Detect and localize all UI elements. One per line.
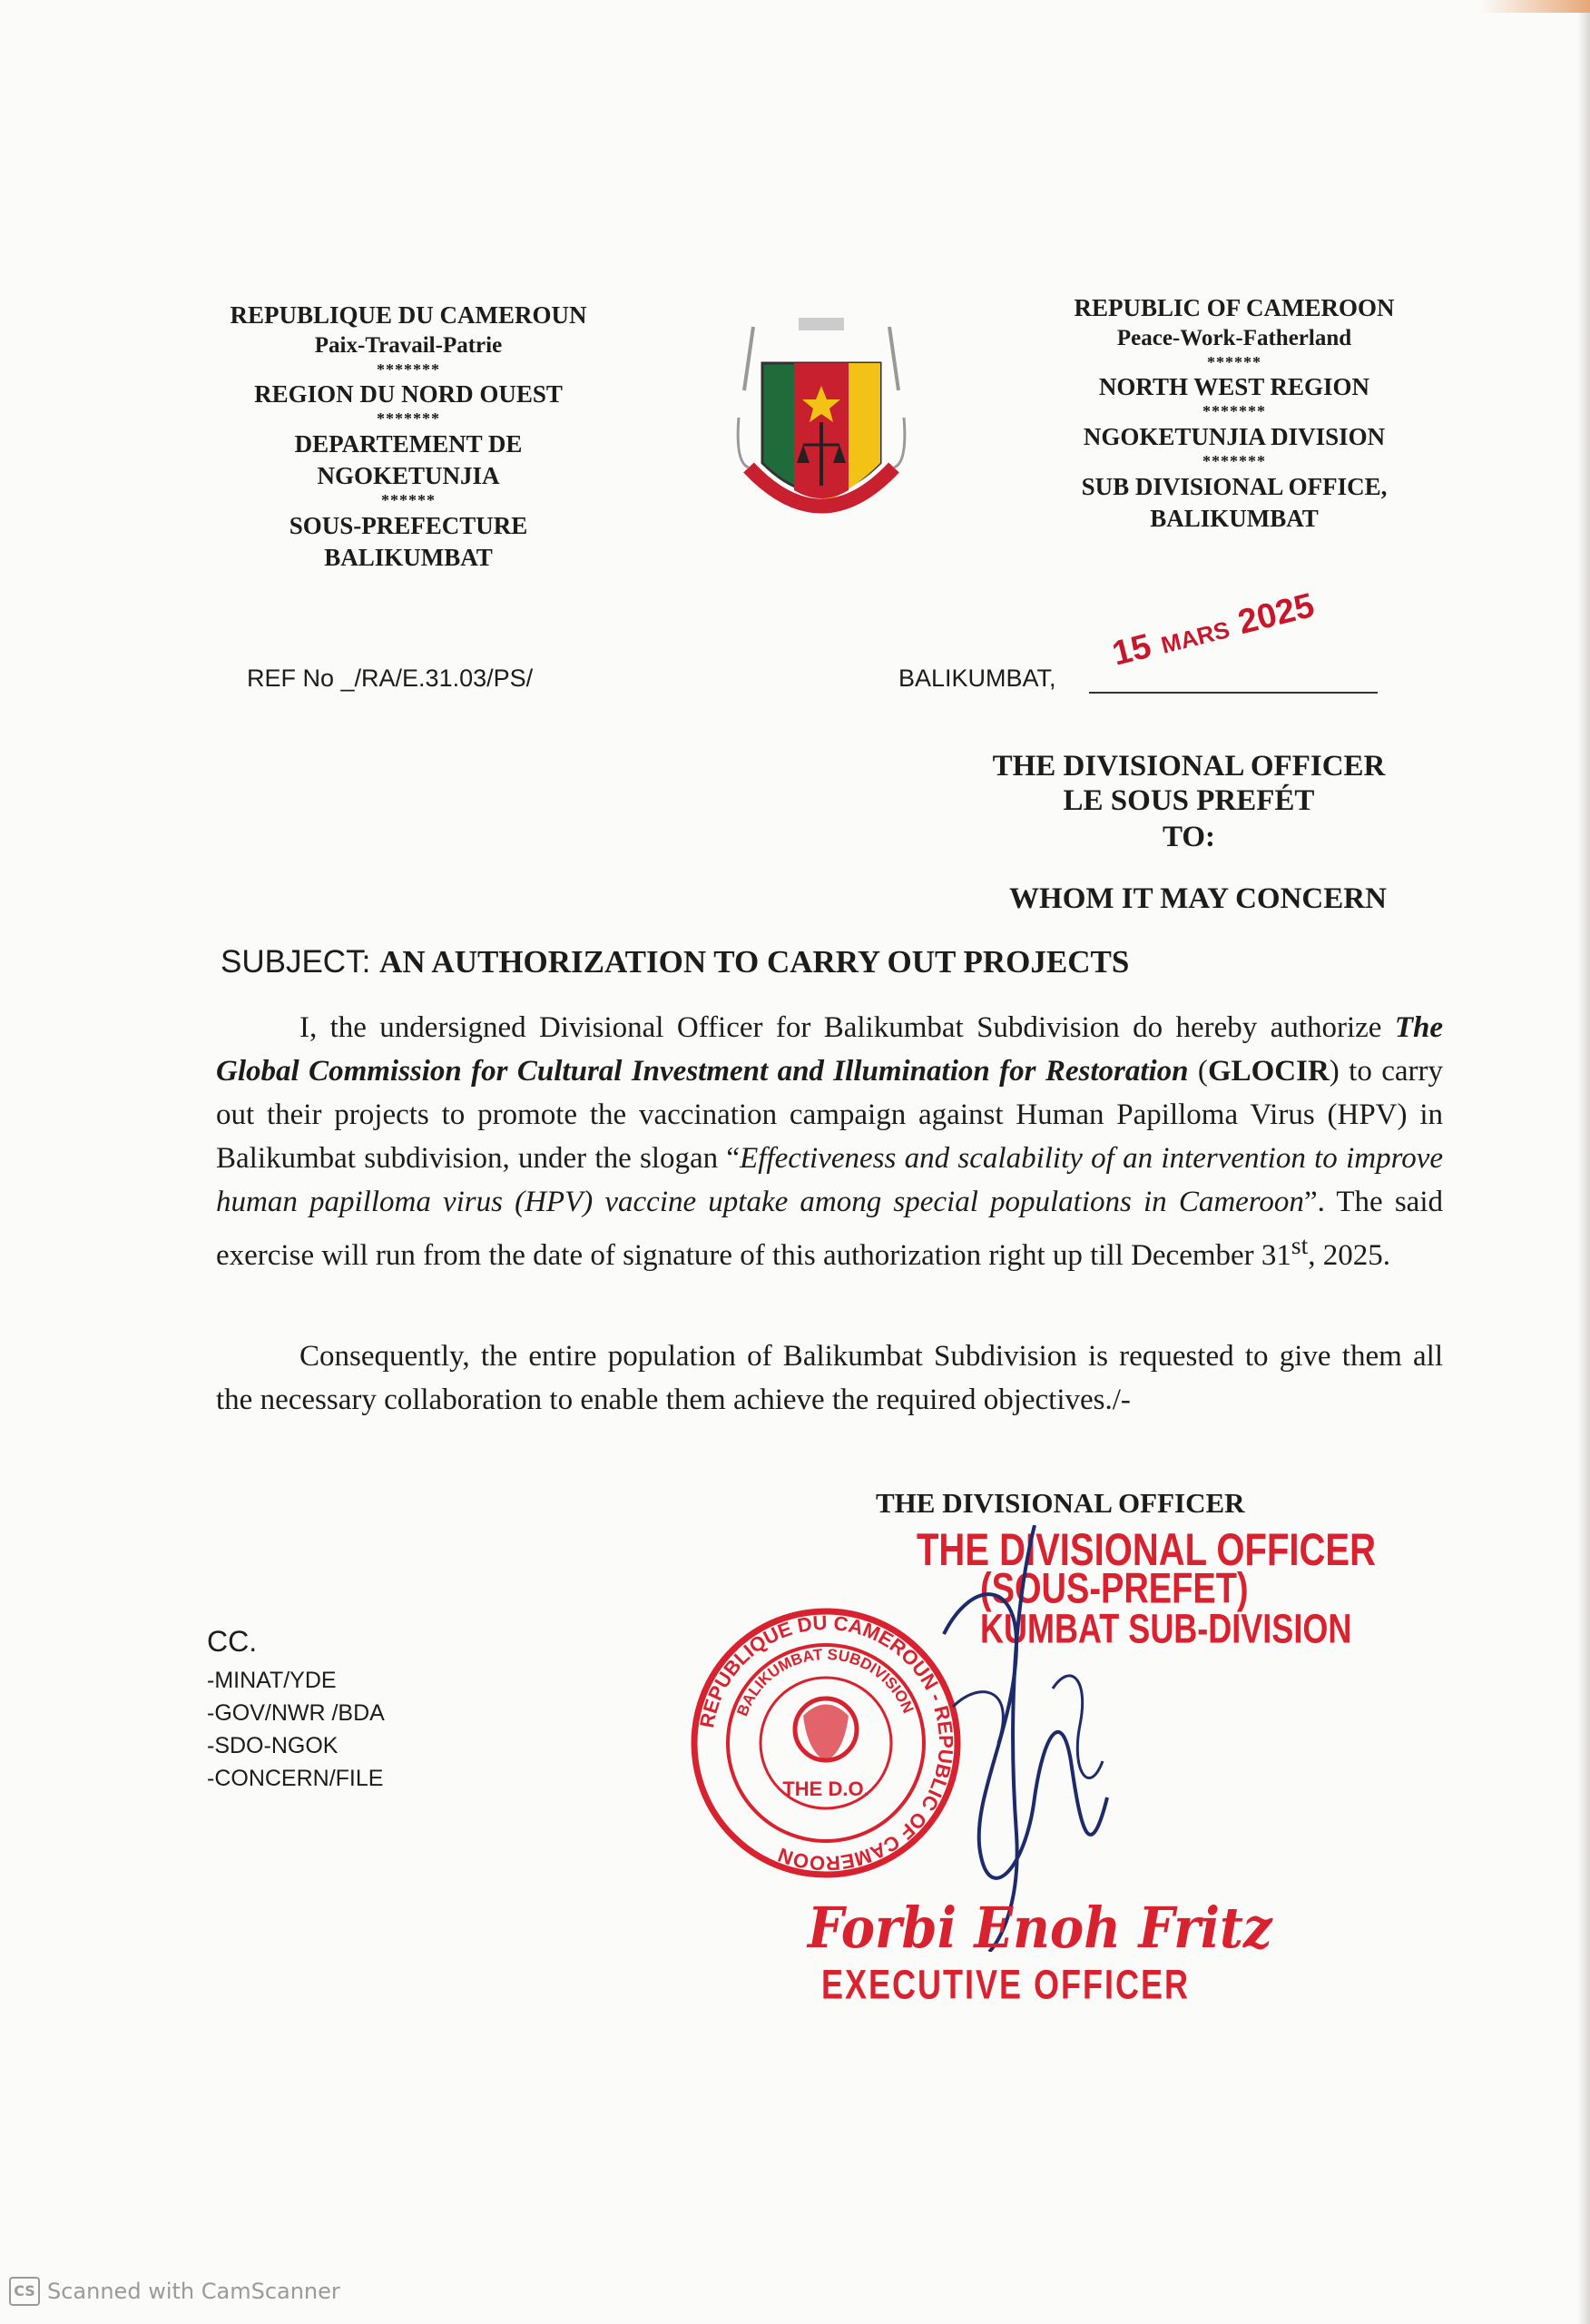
handwritten-signature — [744, 1525, 1252, 1952]
organization-acronym: GLOCIR — [1207, 1055, 1330, 1088]
ordinal-suffix: st — [1291, 1231, 1309, 1259]
seal-center-text: THE D.O. — [782, 1777, 869, 1800]
body-text: I, the undersigned Divisional Officer for Balikumbat Subdivision do hereby authorize — [299, 1011, 1395, 1044]
sender-title-english: THE DIVISIONAL OFFICER — [992, 750, 1386, 783]
scanner-watermark-text: Scanned with CamScanner — [47, 2279, 340, 2304]
header-left-separator: ******* — [377, 409, 440, 428]
body-paragraph-1 — [216, 1006, 1443, 1277]
body-text: , 2025. — [1308, 1239, 1390, 1272]
camscanner-icon: CS — [9, 2277, 40, 2306]
header-left-subprefecture: SOUS-PREFECTURE — [289, 512, 528, 540]
recipient: WHOM IT MAY CONCERN — [1009, 882, 1387, 915]
header-left-french — [182, 300, 635, 574]
copy-list-item: -CONCERN/FILE — [207, 1766, 384, 1791]
organization-name: The Global Commission for Cultural Investment and Illumination for Restoration — [216, 1011, 1443, 1088]
date-stamp — [1109, 564, 1415, 698]
copy-list-item: -SDO-NGOK — [207, 1733, 339, 1758]
subject-line — [221, 944, 1129, 980]
header-right-motto: Peace-Work-Fatherland — [1116, 326, 1352, 351]
header-left-separator: ******* — [377, 359, 440, 379]
header-left-motto: Paix-Travail-Patrie — [314, 333, 503, 359]
body-text: ( — [1188, 1055, 1208, 1088]
signatory-role: EXECUTIVE OFFICER — [821, 1961, 1191, 2008]
signatory-name: Forbi Enoh Fritz — [808, 1896, 1272, 1962]
header-right-separator: ******* — [1202, 452, 1266, 471]
reference-number: REF No _/RA/E.31.03/PS/ — [247, 665, 534, 692]
signatory-title: THE DIVISIONAL OFFICER — [876, 1487, 1245, 1519]
header-left-republic: REPUBLIQUE DU CAMEROUN — [230, 301, 587, 329]
header-left-department: DEPARTEMENT DE — [294, 430, 523, 458]
date-stamp-year: 2025 — [1234, 586, 1319, 643]
header-right-separator: ******* — [1202, 402, 1266, 421]
seal-inner-text: BALIKUMBAT SUBDIVISION — [733, 1645, 918, 1718]
header-left-region: REGION DU NORD OUEST — [254, 380, 563, 409]
sender-title-french: LE SOUS PREFÉT — [1063, 784, 1315, 817]
copy-list-item: -MINAT/YDE — [207, 1668, 337, 1693]
place-label: BALIKUMBAT, — [898, 665, 1056, 692]
header-right-english — [980, 292, 1488, 535]
header-right-town: BALIKUMBAT — [1150, 505, 1319, 533]
body-text: ) to carry out their projects to promote the vaccination campaign against Human Papilloma Virus (HPV) in Balikumbat subdivision, under the slogan “ — [216, 1055, 1444, 1175]
copy-list-item: -GOV/NWR /BDA — [207, 1700, 385, 1726]
official-stamp-block — [690, 1525, 1379, 2034]
campaign-slogan: Effectiveness and scalability of an intervention to improve human papilloma virus (HPV) vaccine uptake among special populations in Cameroon — [216, 1142, 1443, 1218]
to-label: TO: — [1162, 821, 1216, 853]
header-left-separator: ****** — [381, 491, 436, 510]
header-right-separator: ****** — [1207, 352, 1261, 371]
page-edge-shadow — [1577, 0, 1590, 2324]
header-right-division: NGOKETUNJIA DIVISION — [1083, 423, 1386, 451]
scanner-watermark — [9, 2277, 340, 2306]
stamp-subdivision: KUMBAT SUB-DIVISION — [980, 1605, 1352, 1652]
copy-list — [207, 1625, 385, 1795]
date-stamp-month: MARS — [1158, 615, 1232, 659]
header-right-republic: REPUBLIC OF CAMEROON — [1074, 294, 1395, 321]
body-text: ”. The said exercise will run from the date of signature of this authorization right up till December 31 — [216, 1186, 1443, 1272]
body-paragraph-2: Consequently, the entire population of Balikumbat Subdivision is requested to give them all the necessary collaboration to enable them achieve the required objectives./- — [216, 1340, 1443, 1416]
cameroon-coat-of-arms-icon — [726, 309, 917, 545]
subject-text: AN AUTHORIZATION TO CARRY OUT PROJECTS — [379, 944, 1130, 980]
seal-outer-text: REPUBLIQUE DU CAMEROUN - REPUBLIC OF CAMEROON — [695, 1610, 958, 1876]
stamp-subtitle: (SOUS-PREFET) — [980, 1565, 1249, 1613]
copy-list-heading: CC. — [207, 1625, 258, 1658]
header-left-town: BALIKUMBAT — [324, 544, 493, 572]
header-right-office: SUB DIVISIONAL OFFICE, — [1081, 473, 1388, 501]
stamp-title: THE DIVISIONAL OFFICER — [917, 1525, 1376, 1575]
header-left-department-name: NGOKETUNJIA — [317, 462, 500, 490]
subject-label: SUBJECT: — [221, 944, 371, 980]
page-edge-tint — [1481, 0, 1590, 13]
header-right-region: NORTH WEST REGION — [1098, 373, 1370, 401]
date-stamp-day: 15 — [1108, 626, 1155, 674]
